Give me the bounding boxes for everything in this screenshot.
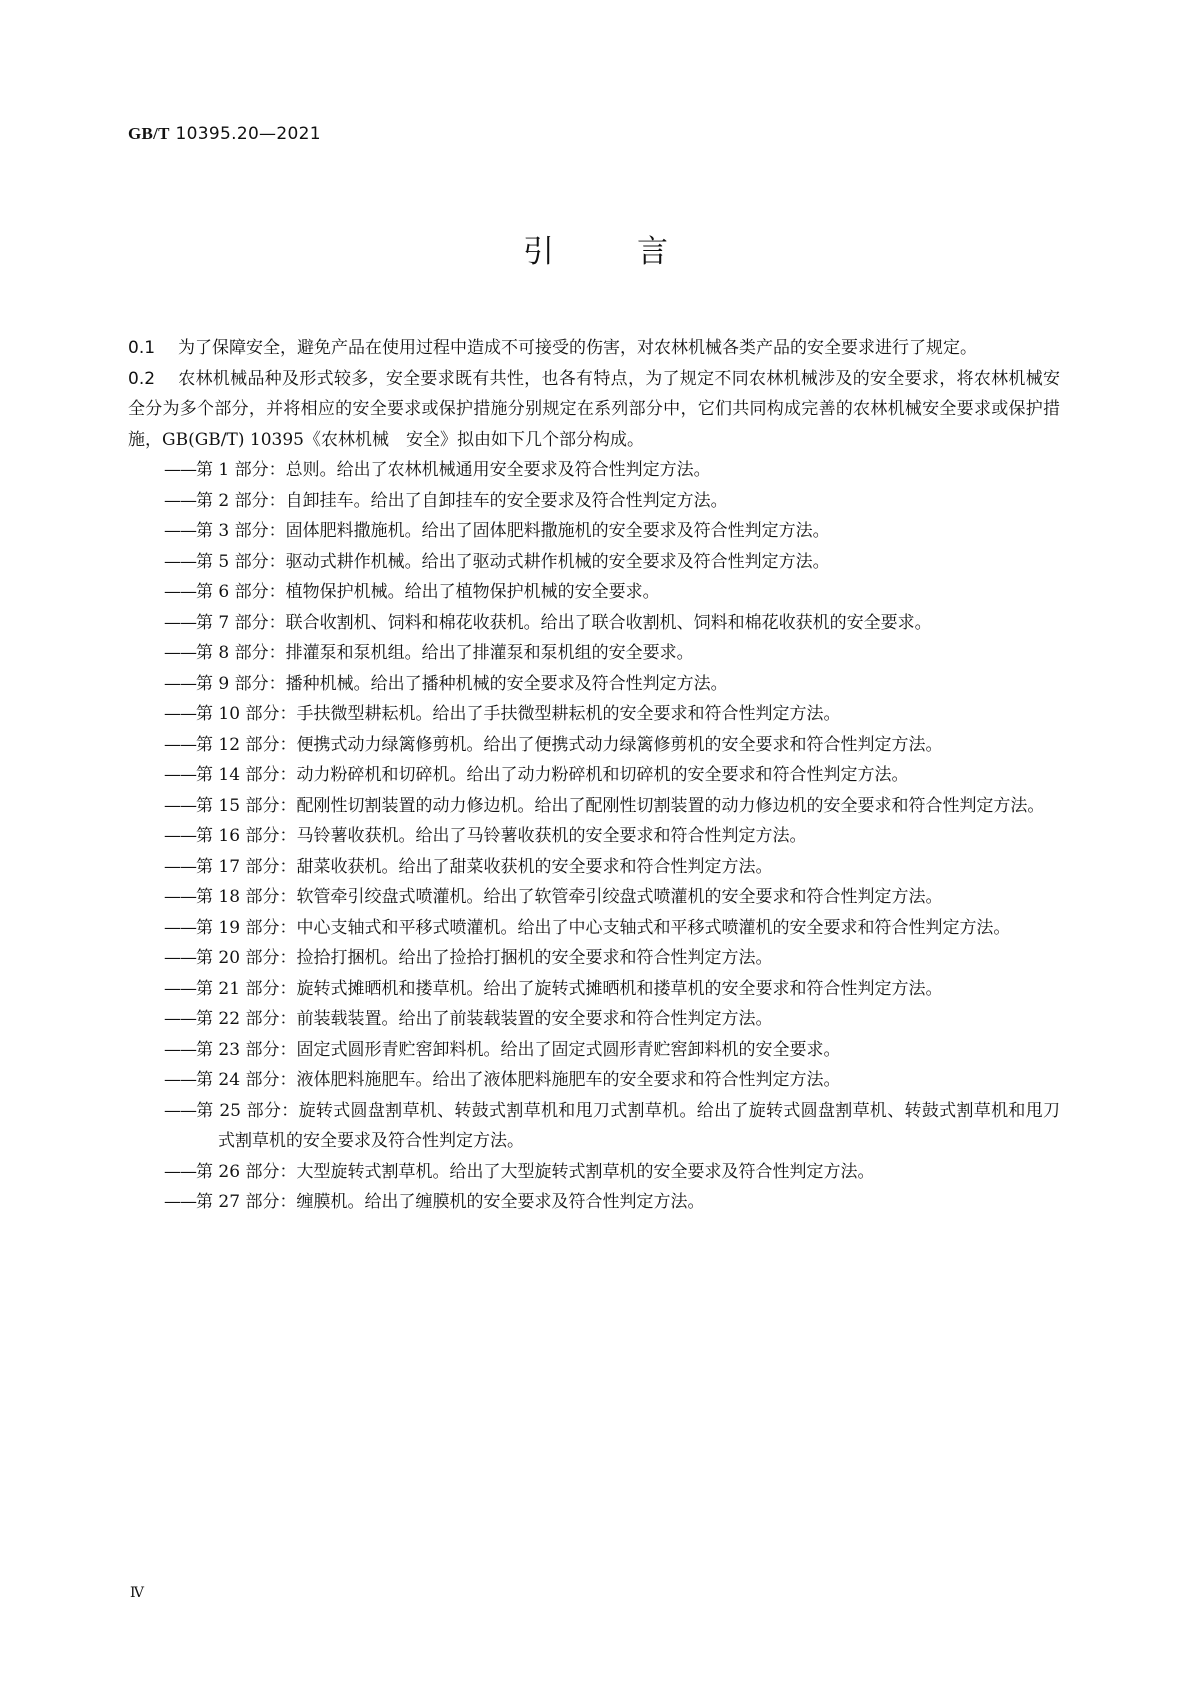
list-dash: —— xyxy=(164,765,196,785)
list-item xyxy=(128,516,1060,547)
list-dash: —— xyxy=(164,643,196,663)
list-dash: —— xyxy=(164,460,196,480)
list-item xyxy=(128,821,1060,852)
clause-number: 0.2 xyxy=(128,368,156,389)
introduction-body xyxy=(128,333,1060,1218)
clause-text: 为了保障安全，避免产品在使用过程中造成不可接受的伤害，对农林机械各类产品的安全要求进行了规定。 xyxy=(178,338,977,358)
list-item xyxy=(128,699,1060,730)
list-dash: —— xyxy=(164,673,196,694)
list-item-text: 第 2 部分：自卸挂车。给出了自卸挂车的安全要求及符合性判定方法。 xyxy=(196,490,728,511)
list-dash: —— xyxy=(164,1009,196,1029)
section-title: 引 言 xyxy=(523,234,694,270)
list-item xyxy=(128,760,1060,791)
list-item xyxy=(128,638,1060,669)
list-item-text: 第 7 部分：联合收割机、饲料和棉花收获机。给出了联合收割机、饲料和棉花收获机的安全要求。 xyxy=(196,612,932,633)
list-item xyxy=(128,1096,1060,1157)
list-dash: —— xyxy=(164,490,196,511)
clause-0-2 xyxy=(128,364,1060,456)
list-item xyxy=(128,1187,1060,1218)
list-item xyxy=(128,608,1060,639)
list-item xyxy=(128,943,1060,974)
list-item-text: 第 17 部分：甜菜收获机。给出了甜菜收获机的安全要求和符合性判定方法。 xyxy=(196,856,773,877)
list-item-text: 第 26 部分：大型旋转式割草机。给出了大型旋转式割草机的安全要求及符合性判定方法。 xyxy=(196,1161,875,1182)
list-item-text: 第 24 部分：液体肥料施肥车。给出了液体肥料施肥车的安全要求和符合性判定方法。 xyxy=(196,1070,841,1090)
list-item-text: 第 5 部分：驱动式耕作机械。给出了驱动式耕作机械的安全要求及符合性判定方法。 xyxy=(196,551,830,572)
list-dash: —— xyxy=(164,826,196,846)
list-item xyxy=(128,1004,1060,1035)
list-item xyxy=(128,547,1060,578)
list-dash: —— xyxy=(164,734,196,755)
parts-list xyxy=(128,455,1060,1218)
list-dash: —— xyxy=(164,1039,196,1060)
list-item-text: 第 27 部分：缠膜机。给出了缠膜机的安全要求及符合性判定方法。 xyxy=(196,1192,705,1212)
list-item xyxy=(128,577,1060,608)
list-item xyxy=(128,669,1060,700)
list-item-text: 第 15 部分：配刚性切割装置的动力修边机。给出了配刚性切割装置的动力修边机的安全要求和符合性判定方法。 xyxy=(196,795,1045,816)
list-item xyxy=(128,1157,1060,1188)
list-dash: —— xyxy=(164,704,196,724)
list-dash: —— xyxy=(164,978,196,999)
list-item xyxy=(128,730,1060,761)
page-number: Ⅳ xyxy=(130,1585,144,1601)
list-item xyxy=(128,852,1060,883)
list-dash: —— xyxy=(164,795,196,816)
list-item-text: 第 14 部分：动力粉碎机和切碎机。给出了动力粉碎机和切碎机的安全要求和符合性判定方法。 xyxy=(196,765,909,785)
list-dash: —— xyxy=(164,582,196,602)
list-item-text: 第 20 部分：捡拾打捆机。给出了捡拾打捆机的安全要求和符合性判定方法。 xyxy=(196,948,773,968)
list-item xyxy=(128,913,1060,944)
list-item-text: 第 12 部分：便携式动力绿篱修剪机。给出了便携式动力绿篱修剪机的安全要求和符合性判定方法。 xyxy=(196,734,943,755)
document-code-number: 10395.20—2021 xyxy=(175,124,321,144)
list-dash: —— xyxy=(164,887,196,907)
list-item-text: 第 19 部分：中心支轴式和平移式喷灌机。给出了中心支轴式和平移式喷灌机的安全要求和符合性判定方法。 xyxy=(196,917,1011,938)
list-dash: —— xyxy=(164,917,196,938)
document-code xyxy=(128,124,321,144)
list-item xyxy=(128,882,1060,913)
clause-text: 农林机械品种及形式较多，安全要求既有共性，也各有特点，为了规定不同农林机械涉及的安全要求，将农林机械安全分为多个部分，并将相应的安全要求或保护措施分别规定在系列部分中，它们共同构成完善的农林机械安全要求或保护措施，GB(GB/T) 10395《农林机械 安全》拟由如下几个部分构成。 xyxy=(128,368,1060,450)
list-item xyxy=(128,974,1060,1005)
list-item-text: 第 18 部分：软管牵引绞盘式喷灌机。给出了软管牵引绞盘式喷灌机的安全要求和符合性判定方法。 xyxy=(196,887,943,907)
list-dash: —— xyxy=(164,521,196,541)
list-dash: —— xyxy=(164,948,196,968)
list-item-text: 第 1 部分：总则。给出了农林机械通用安全要求及符合性判定方法。 xyxy=(196,460,711,480)
list-item xyxy=(128,455,1060,486)
clause-number: 0.1 xyxy=(128,338,156,358)
list-dash: —— xyxy=(164,1161,196,1182)
list-item-text: 第 22 部分：前装载装置。给出了前装载装置的安全要求和符合性判定方法。 xyxy=(196,1009,773,1029)
list-dash: —— xyxy=(164,612,196,633)
list-item-text: 第 6 部分：植物保护机械。给出了植物保护机械的安全要求。 xyxy=(196,582,660,602)
document-code-prefix: GB/T xyxy=(128,124,170,143)
list-dash: —— xyxy=(164,1192,196,1212)
list-item-text: 第 21 部分：旋转式摊晒机和搂草机。给出了旋转式摊晒机和搂草机的安全要求和符合性判定方法。 xyxy=(196,978,943,999)
list-item-text: 第 25 部分：旋转式圆盘割草机、转鼓式割草机和甩刀式割草机。给出了旋转式圆盘割草机、转鼓式割草机和甩刀式割草机的安全要求及符合性判定方法。 xyxy=(196,1100,1060,1151)
list-item-text: 第 23 部分：固定式圆形青贮窖卸料机。给出了固定式圆形青贮窖卸料机的安全要求。 xyxy=(196,1039,841,1060)
list-item-text: 第 9 部分：播种机械。给出了播种机械的安全要求及符合性判定方法。 xyxy=(196,673,728,694)
list-dash: —— xyxy=(164,856,196,877)
list-dash: —— xyxy=(164,551,196,572)
list-item xyxy=(128,1065,1060,1096)
list-item xyxy=(128,791,1060,822)
clause-0-1 xyxy=(128,333,1060,364)
list-dash: —— xyxy=(164,1070,196,1090)
list-item xyxy=(128,486,1060,517)
list-item-text: 第 3 部分：固体肥料撒施机。给出了固体肥料撒施机的安全要求及符合性判定方法。 xyxy=(196,521,830,541)
list-dash: —— xyxy=(164,1100,196,1121)
list-item-text: 第 16 部分：马铃薯收获机。给出了马铃薯收获机的安全要求和符合性判定方法。 xyxy=(196,826,807,846)
list-item-text: 第 8 部分：排灌泵和泵机组。给出了排灌泵和泵机组的安全要求。 xyxy=(196,643,694,663)
list-item-text: 第 10 部分：手扶微型耕耘机。给出了手扶微型耕耘机的安全要求和符合性判定方法。 xyxy=(196,704,841,724)
list-item xyxy=(128,1035,1060,1066)
